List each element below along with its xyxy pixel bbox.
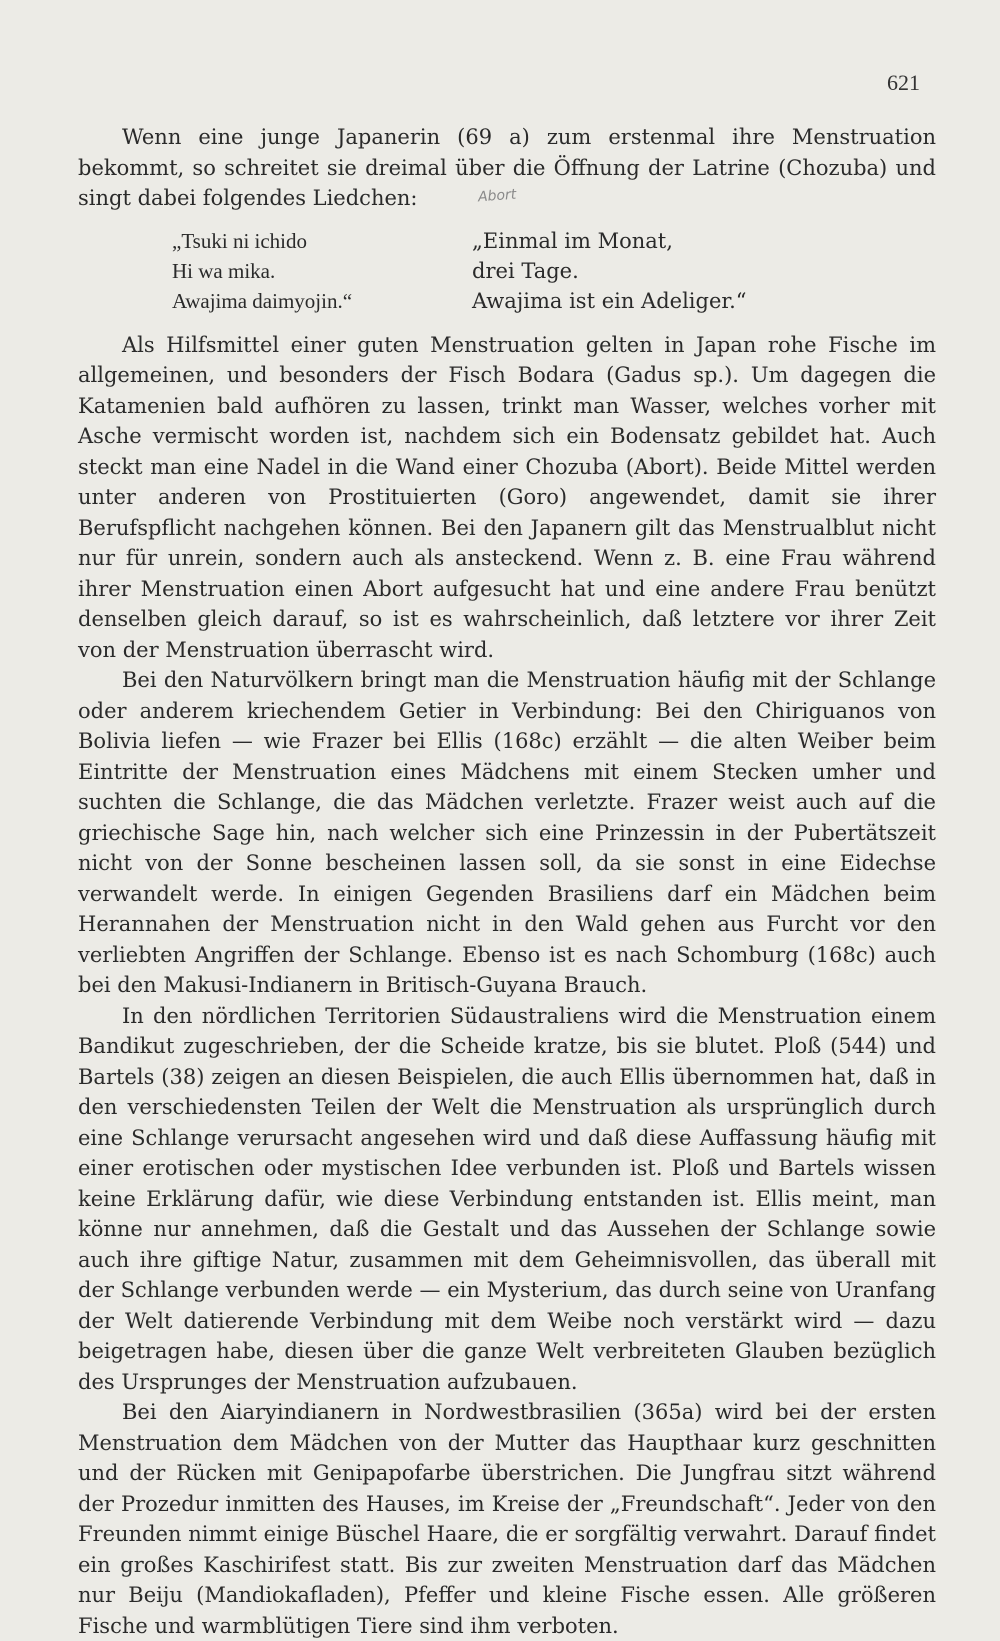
verse-line: „Tsuki ni ichido [172, 228, 308, 253]
paragraph: Bei den Aiaryindianern in Nordwestbrasilien (365a) wird bei der ersten Menstruation dem Mädchen von der Mutter das Haupthaar kurz geschnitten und der Rücken mit Genipapofarbe überstrichen. Die Jungfrau sitzt während der Prozedur inmitten des Hauses, im Kreise der „Freundschaft“. Jeder von den Freunden nimmt einige Büschel Haare, die er sorgfältig verwahrt. Darauf findet ein großes Kaschirifest statt. Bis zur zweiten Menstruation darf das Mädchen nur Beiju (Mandiokafladen), Pfeffer und kleine Fische essen. Alle größeren Fische und warmblütigen Tiere sind ihm verboten. [78, 1400, 936, 1638]
verse-german [472, 226, 747, 316]
handwritten-annotation: Abort [477, 186, 517, 206]
paragraph: Als Hilfsmittel einer guten Menstruation gelten in Japan rohe Fische im allgemeinen, und besonders der Fisch Bodara (Gadus sp.). Um dagegen die Katamenien bald aufhören zu lassen, trinkt man Wasser, welches vorher mit Asche vermischt worden ist, nachdem sich ein Bodensatz gebildet hat. Auch steckt man eine Nadel in die Wand einer Chozuba (Abort). Beide Mittel werden unter anderen von Prostituierten (Goro) angewendet, damit sie ihrer Berufspflicht nachgehen können. Bei den Japanern gilt das Menstrualblut nicht nur für unrein, sondern auch als ansteckend. Wenn z. B. eine Frau während ihrer Menstruation einen Abort aufgesucht hat und eine andere Frau benützt denselben gleich darauf, so ist es wahrscheinlich, daß letztere vor ihrer Zeit von der Menstruation überrascht wird. [78, 332, 936, 662]
paragraph: In den nördlichen Territorien Südaustraliens wird die Menstruation einem Bandikut zugeschrieben, der die Scheide kratze, bis sie blutet. Ploß (544) und Bartels (38) zeigen an diesen Beispielen, die auch Ellis übernommen hat, daß in den verschiedensten Teilen der Welt die Menstruation als ursprünglich durch eine Schlange verursacht angesehen wird und daß diese Auffassung häufig mit einer erotischen oder mystischen Idee verbunden ist. Ploß und Bartels wissen keine Erklärung dafür, wie diese Verbindung entstanden ist. Ellis meint, man könne nur annehmen, daß die Gestalt und das Aussehen der Schlange sowie auch ihre giftige Natur, zusammen mit dem Geheimnisvollen, das überall mit der Schlange verbunden werde — ein Mysterium, das durch seine von Uranfang der Welt datierende Verbindung mit dem Weibe noch verstärkt wird — dazu beigetragen habe, diesen über die ganze Welt verbreiteten Glauben bezüglich des Ursprunges der Menstruation aufzubauen. [78, 1003, 936, 1394]
verse-line: Awajima ist ein Adeliger.“ [472, 288, 747, 313]
body-text [78, 122, 936, 1641]
intro-paragraph: Wenn eine junge Japanerin (69 a) zum erstenmal ihre Menstruation bekommt, so schreitet sie dreimal über die Öffnung der Latrine (Chozuba) und singt dabei folgendes Liedchen: [78, 125, 936, 210]
verse-line: drei Tage. [472, 258, 579, 283]
paragraph: Bei den Naturvölkern bringt man die Menstruation häufig mit der Schlange oder anderem kriechendem Getier in Verbindung: Bei den Chiriguanos von Bolivia liefen — wie Frazer bei Ellis (168c) erzählt — die alten Weiber beim Eintritte der Menstruation eines Mädchens mit einem Stecken umher und suchten die Schlange, die das Mädchen verletzte. Frazer weist auch auf die griechische Sage hin, nach welcher sich eine Prinzessin in der Pubertätszeit nicht von der Sonne bescheinen lassen soll, da sie sonst in eine Eidechse verwandelt werde. In einigen Gegenden Brasiliens darf ein Mädchen beim Herannahen der Menstruation nicht in den Wald gehen aus Furcht vor den verliebten Angriffen der Schlange. Ebenso ist es nach Schomburg (168c) auch bei den Makusi-Indianern in Britisch-Guyana Brauch. [78, 668, 936, 997]
verse-line: „Einmal im Monat, [472, 228, 673, 253]
verse-japanese [172, 226, 352, 316]
verse-line: Hi wa mika. [172, 258, 276, 283]
verse-line: Awajima daimyojin.“ [172, 288, 353, 313]
verse-block [172, 226, 936, 316]
page-number: 621 [887, 70, 920, 95]
